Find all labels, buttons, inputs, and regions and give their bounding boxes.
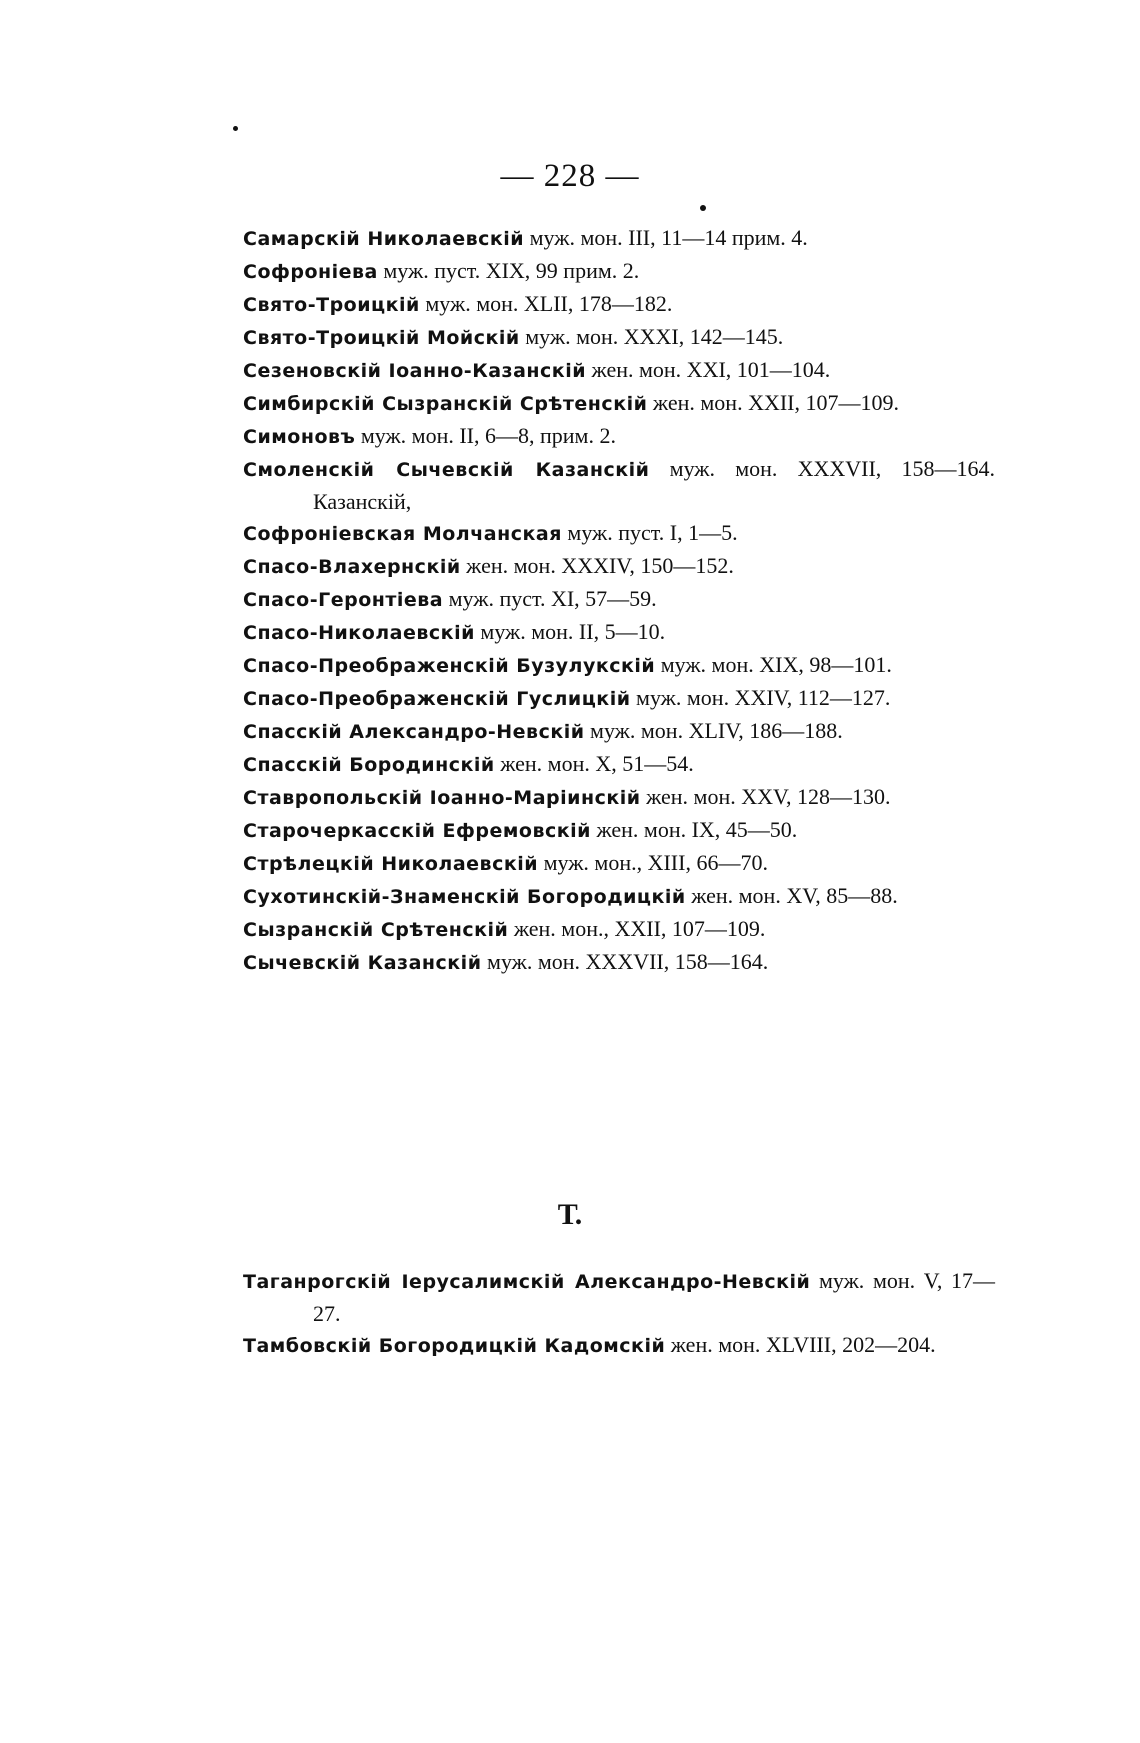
index-entry xyxy=(243,550,995,583)
index-entry xyxy=(243,222,995,255)
entry-name: Софроніева xyxy=(243,261,378,283)
entry-reference: муж. мон. V, 17—27. xyxy=(313,1268,995,1326)
entry-name: Смоленскій Сычевскій Казанскій xyxy=(243,459,650,481)
entry-name: Спасо-Николаевскій xyxy=(243,622,475,644)
entry-name: Свято-Троицкій xyxy=(243,294,420,316)
index-entry xyxy=(243,748,995,781)
speck-mark xyxy=(700,205,706,211)
entry-reference: жен. мон. IX, 45—50. xyxy=(590,817,798,842)
index-entry xyxy=(243,616,995,649)
index-entry xyxy=(243,420,995,453)
entry-name: Сухотинскій-Знаменскій Богородицкій xyxy=(243,886,686,908)
index-entry xyxy=(243,517,995,550)
index-entry xyxy=(243,583,995,616)
entry-name: Старочеркасскій Ефремовскій xyxy=(243,820,591,842)
entry-name: Стрѣлецкій Николаевскій xyxy=(243,853,539,875)
index-entry xyxy=(243,1329,995,1362)
entry-name: Спасскій Бородинскій xyxy=(243,754,495,776)
index-entry xyxy=(243,682,995,715)
entry-reference: муж. мон. III, 11—14 прим. 4. xyxy=(524,225,808,250)
entry-name: Спасо-Геронтіева xyxy=(243,589,444,611)
entry-name: Спасо-Преображенскій Гуслицкій xyxy=(243,688,631,710)
index-entries-s xyxy=(243,222,995,979)
entry-reference: жен. мон. XXII, 107—109. xyxy=(647,390,899,415)
entry-name: Софроніевская Молчанская xyxy=(243,523,562,545)
entry-name: Сычевскій Казанскій xyxy=(243,952,482,974)
index-entry xyxy=(243,781,995,814)
index-entry xyxy=(243,814,995,847)
index-entry xyxy=(243,946,995,979)
entry-name: Свято-Троицкій Мойскій xyxy=(243,327,520,349)
index-entries-t xyxy=(243,1265,995,1362)
entry-reference: муж. мон. XLIV, 186—188. xyxy=(584,718,843,743)
entry-reference: жен. мон. XXI, 101—104. xyxy=(586,357,831,382)
entry-reference: муж. пуст. XI, 57—59. xyxy=(443,586,657,611)
entry-reference: жен. мон. X, 51—54. xyxy=(494,751,694,776)
page-number: — 228 — xyxy=(500,158,640,194)
entry-name: Сезеновскій Іоанно-Казанскій xyxy=(243,360,587,382)
index-entry xyxy=(243,288,995,321)
section-letter-t: Т. xyxy=(557,1198,583,1231)
entry-name: Таганрогскій Іерусалимскій Александро-Невскій xyxy=(243,1271,811,1293)
entry-name: Сызранскій Срѣтенскій xyxy=(243,919,509,941)
entry-reference: жен. мон. XXXIV, 150—152. xyxy=(460,553,734,578)
entry-name: Спасо-Преображенскій Бузулукскій xyxy=(243,655,656,677)
entry-name: Спасскій Александро-Невскій xyxy=(243,721,585,743)
entry-reference: муж. мон. XIX, 98—101. xyxy=(655,652,892,677)
speck-mark xyxy=(233,126,238,131)
entry-name: Самарскій Николаевскій xyxy=(243,228,525,250)
entry-reference: жен. мон. XLVIII, 202—204. xyxy=(665,1332,936,1357)
entry-reference: муж. пуст. XIX, 99 прим. 2. xyxy=(377,258,640,283)
index-entry xyxy=(243,913,995,946)
index-entry xyxy=(243,847,995,880)
entry-reference: муж. мон. XXXVII, 158—164. Казанскій, xyxy=(313,456,996,514)
entry-reference: муж. мон. II, 6—8, прим. 2. xyxy=(355,423,616,448)
entry-reference: муж. мон. XXXVII, 158—164. xyxy=(481,949,769,974)
entry-name: Симоновъ xyxy=(243,426,356,448)
entry-name: Ставропольскій Іоанно-Маріинскій xyxy=(243,787,641,809)
entry-reference: муж. мон. XXXI, 142—145. xyxy=(519,324,784,349)
index-entry xyxy=(243,1265,995,1329)
index-entry xyxy=(243,255,995,288)
index-entry xyxy=(243,387,995,420)
index-entry xyxy=(243,715,995,748)
entry-name: Симбирскій Сызранскій Срѣтенскій xyxy=(243,393,648,415)
entry-reference: муж. мон., XIII, 66—70. xyxy=(538,850,768,875)
index-entry xyxy=(243,321,995,354)
entry-reference: муж. мон. II, 5—10. xyxy=(474,619,666,644)
entry-reference: жен. мон. XV, 85—88. xyxy=(685,883,898,908)
entry-name: Спасо-Влахернскій xyxy=(243,556,461,578)
entry-reference: муж. пуст. I, 1—5. xyxy=(561,520,738,545)
entry-reference: жен. мон. XXV, 128—130. xyxy=(640,784,891,809)
index-entry xyxy=(243,453,995,517)
index-entry xyxy=(243,354,995,387)
index-entry xyxy=(243,880,995,913)
entry-reference: муж. мон. XLII, 178—182. xyxy=(419,291,673,316)
entry-reference: муж. мон. XXIV, 112—127. xyxy=(630,685,891,710)
index-entry xyxy=(243,649,995,682)
entry-name: Тамбовскій Богородицкій Кадомскій xyxy=(243,1335,666,1357)
entry-reference: жен. мон., XXII, 107—109. xyxy=(508,916,766,941)
